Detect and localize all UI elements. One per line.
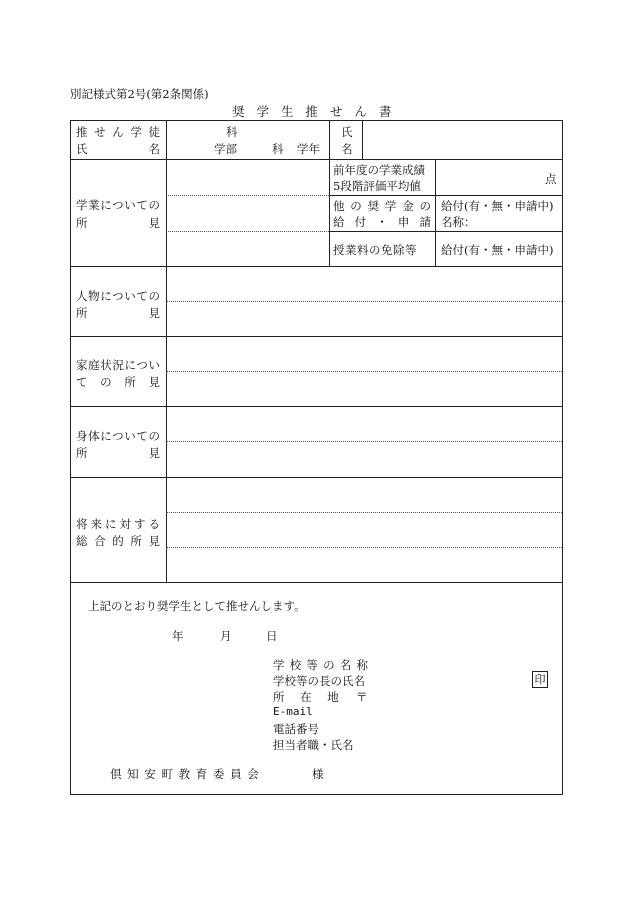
health-field[interactable] [167,407,561,477]
points-unit: 点 [545,172,557,186]
other-scholarship-name[interactable]: 名称： [441,215,476,229]
academic-opinion-field[interactable] [167,160,328,266]
family-label: 家庭状況につい [76,358,160,372]
future-label-2: 総合的所見 [76,534,160,548]
tuition-exemption-status[interactable]: 給付(有・無・申請中) [441,243,554,257]
health-label: 身体についての [76,429,160,443]
family-field[interactable] [167,337,561,406]
future-field[interactable] [167,478,561,582]
faculty-suffix: 学部 [214,142,237,156]
form-number: 別記様式第2号(第2条関係) [70,87,209,101]
personality-field[interactable] [167,267,561,336]
academic-label: 学業についての [76,198,160,212]
honorific: 様 [312,767,324,781]
name-label-bottom: 名 [341,142,353,156]
health-label-2: 所見 [76,446,160,460]
school-name-label: 学校等の名称 [273,658,368,672]
tuition-exemption-label: 授業料の免除等 [333,243,417,257]
future-label: 将来に対する [76,517,160,531]
email-label: E-mail [273,705,313,718]
principal-name-label: 学校等の長の氏名 [273,674,365,688]
family-label-2: ての所見 [76,375,160,389]
grade-suffix: 学年 [297,142,320,156]
recommendation-statement: 上記のとおり奨学生として推せんします。 [88,599,306,613]
contact-person-label: 担当者職・氏名 [273,738,354,752]
other-scholarship-label: 他の奨学金の [333,199,431,213]
personality-label-2: 所見 [76,306,160,320]
phone-label: 電話番号 [273,722,319,736]
page-title: 奨 学 生 推 せ ん 書 [232,104,396,119]
other-scholarship-status[interactable]: 給付(有・無・申請中) [441,199,554,213]
name-label-top: 氏 [341,125,353,139]
student-name-field[interactable] [363,121,560,158]
student-label: 推せん学徒 [76,125,160,139]
addressee: 倶 知 安 町 教 育 委 員 会 [110,767,260,781]
day-label: 日 [266,629,278,643]
seal-mark: 印 [532,671,548,688]
academic-label-2: 所見 [76,216,160,230]
student-name-label: 氏名 [76,142,160,156]
personality-label: 人物についての [76,289,160,303]
other-scholarship-label-2: 給付・申請 [333,215,431,229]
prev-grade-label: 前年度の学業成績 [333,163,425,177]
prev-grade-label-2: 5段階評価平均値 [333,179,421,193]
month-label: 月 [220,629,232,643]
department-suffix: 科 [226,125,238,139]
address-label: 所 在 地 [273,690,345,704]
year-label: 年 [172,629,184,643]
postal-mark: 〒 [356,690,368,704]
course-suffix: 科 [272,142,284,156]
